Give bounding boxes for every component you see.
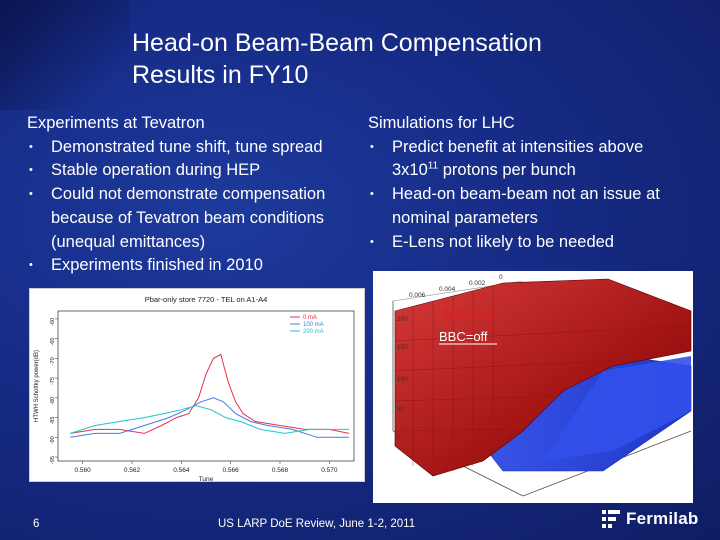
schottky-plot <box>29 288 365 482</box>
list-item <box>27 183 362 254</box>
list-item-text: 3x10 <box>392 161 428 180</box>
list-item-text: protons per bunch <box>438 161 576 180</box>
bullet-icon: • <box>29 140 33 153</box>
left-column <box>27 112 362 278</box>
list-item-text: Experiments finished in 2010 <box>51 256 263 275</box>
list-item <box>27 136 362 160</box>
list-item-text: Head-on beam-beam not an issue at <box>392 185 660 204</box>
list-item-text: nominal parameters <box>392 208 538 227</box>
series-line <box>70 398 349 438</box>
list-item-text: Demonstrated tune shift, tune spread <box>51 137 323 156</box>
y-tick-label: -75 <box>50 377 56 386</box>
right-heading: Simulations for LHC <box>368 114 515 132</box>
right-column <box>368 112 713 254</box>
x-tick-label: 0.564 <box>173 467 190 474</box>
superscript: 11 <box>427 160 439 172</box>
list-item-text: (unequal emittances) <box>51 232 206 251</box>
y-tick-label: -95 <box>50 456 56 465</box>
surface-plot <box>373 271 693 503</box>
logo-wordmark: Fermilab <box>626 509 699 528</box>
slide-title <box>132 27 692 91</box>
right-bullet-list <box>368 136 713 255</box>
list-item-text: Predict benefit at intensities above <box>392 137 644 156</box>
slide-title-line2: Results in FY10 <box>132 61 309 89</box>
bullet-icon: • <box>29 164 33 177</box>
x-tick-label: 0.560 <box>74 467 91 474</box>
x-tick-label: 0.570 <box>321 467 338 474</box>
fermilab-logo <box>600 508 698 530</box>
list-item <box>368 136 713 183</box>
left-bullet-list <box>27 136 362 278</box>
tick-label: 0 <box>397 434 401 441</box>
list-item-text: E-Lens not likely to be needed <box>392 232 614 251</box>
slide-title-line1: Head-on Beam-Beam Compensation <box>132 29 542 57</box>
tick-label: 200 <box>397 316 408 323</box>
tick-label: 0.004 <box>439 286 456 293</box>
list-item <box>368 183 713 230</box>
y-tick-label: -80 <box>50 396 56 405</box>
y-tick-label: -85 <box>50 416 56 425</box>
list-item <box>27 159 362 183</box>
bullet-icon: • <box>29 188 33 201</box>
legend-bbc-off: BBC=off <box>439 329 488 344</box>
left-heading: Experiments at Tevatron <box>27 114 205 132</box>
y-axis-label: HTWH Schottky power(dB) <box>34 349 40 423</box>
series-line <box>70 354 349 433</box>
list-item <box>368 231 713 255</box>
list-item-text: Stable operation during HEP <box>51 161 261 180</box>
tick-label: 150 <box>397 344 408 351</box>
y-tick-label: -70 <box>50 357 56 366</box>
legend-bbc-on: BBC=on <box>443 304 492 319</box>
tick-label: 0.006 <box>409 292 426 299</box>
tick-label: 50 <box>397 406 405 413</box>
legend-entry: 200 mA <box>303 329 324 335</box>
page-number: 6 <box>33 518 40 530</box>
y-tick-label: -60 <box>50 317 56 326</box>
schottky-chart <box>30 289 366 483</box>
tick-label: 0.002 <box>469 280 486 287</box>
x-tick-label: 0.568 <box>271 467 289 474</box>
chart-title: Pbar-only store 7720 - TEL on A1-A4 <box>144 295 268 304</box>
bullet-icon: • <box>370 188 374 201</box>
y-tick-label: -65 <box>50 337 56 346</box>
x-tick-label: 0.566 <box>222 467 239 474</box>
x-axis-label: Tune <box>198 476 214 483</box>
legend-entry: 0 mA <box>303 315 318 321</box>
tick-label: 100 <box>397 376 408 383</box>
fermilab-logo-icon <box>600 509 622 529</box>
list-item-text: Could not demonstrate compensation <box>51 185 326 204</box>
list-item <box>27 254 362 278</box>
list-item-text: because of Tevatron beam conditions <box>51 208 325 227</box>
legend-entry: 100 mA <box>303 322 324 328</box>
tick-label: 0 <box>499 274 503 281</box>
corner-shade <box>0 0 130 110</box>
y-tick-label: -90 <box>50 436 56 445</box>
surface-chart <box>373 271 693 503</box>
bullet-icon: • <box>29 259 33 272</box>
bullet-icon: • <box>370 235 374 248</box>
x-tick-label: 0.562 <box>123 467 141 474</box>
footer-text: US LARP DoE Review, June 1-2, 2011 <box>218 518 416 530</box>
bullet-icon: • <box>370 140 374 153</box>
